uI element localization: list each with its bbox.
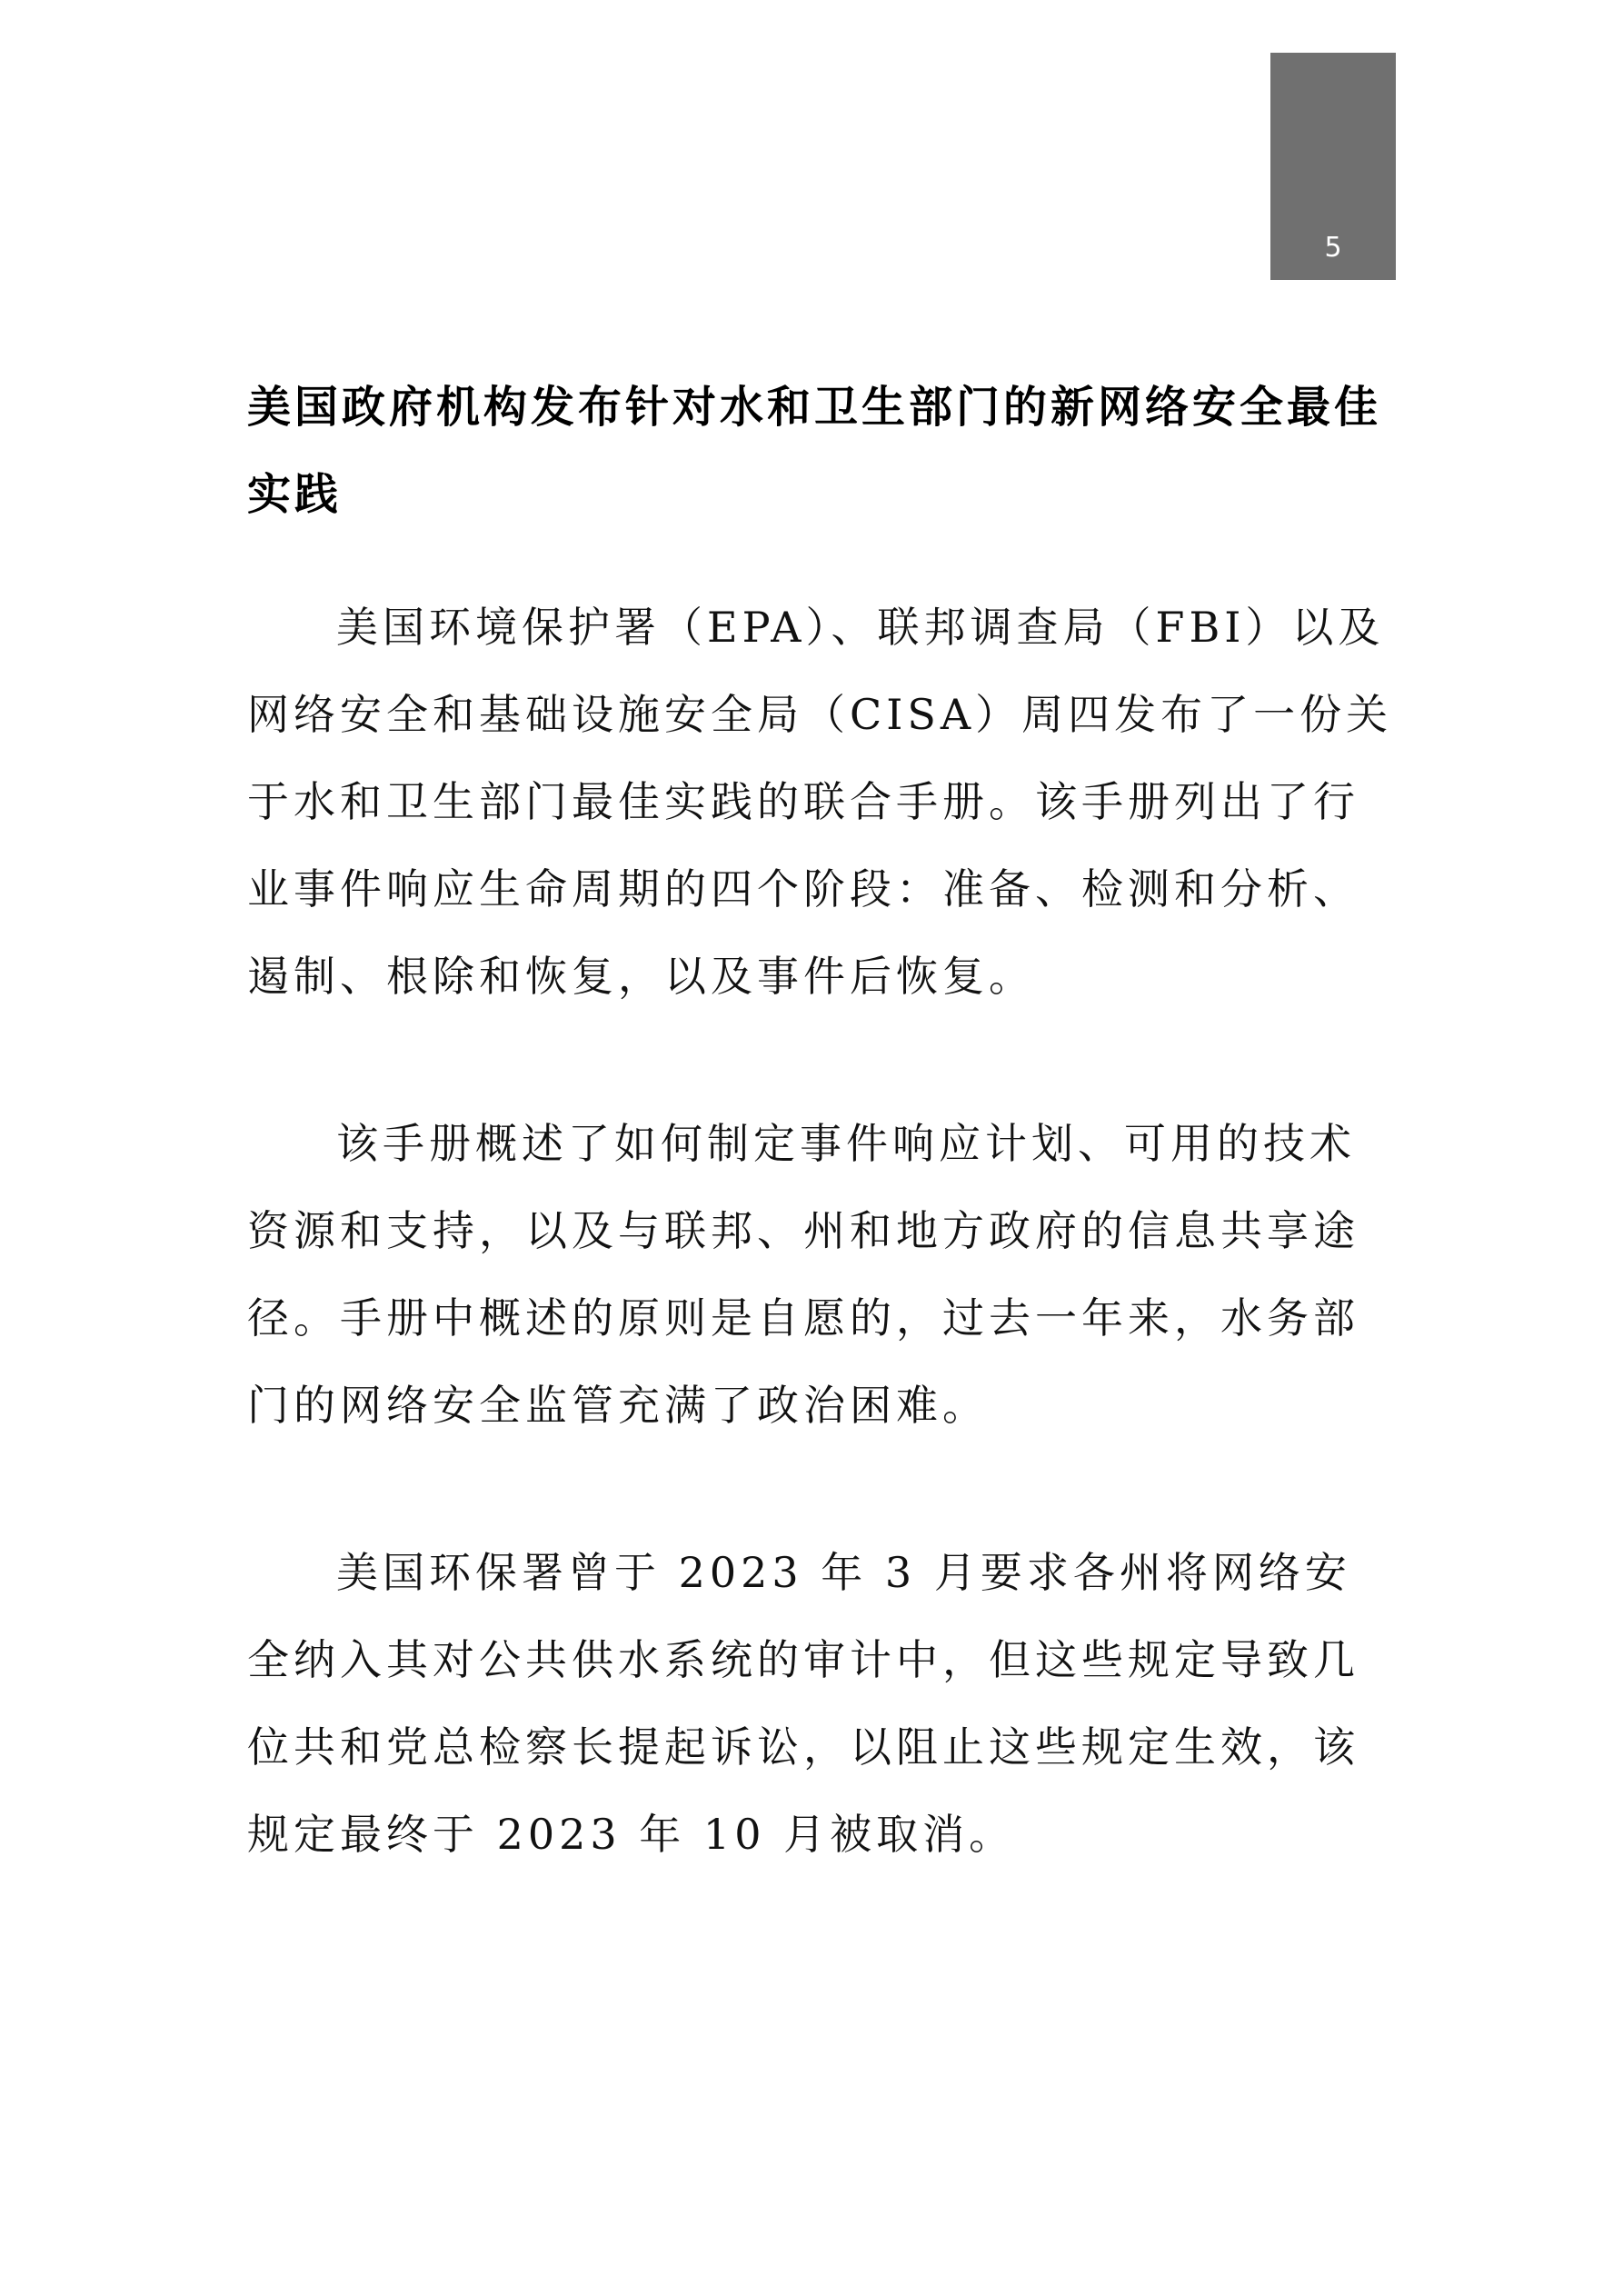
article-paragraph: 美国环保署曾于 2023 年 3 月要求各州将网络安全纳入其对公共供水系统的审计中，但这些规定导致几位共和党总检察长提起诉讼，以阻止这些规定生效，该规定最终于 2023 年 10 月被取消。 xyxy=(247,1548,1359,1859)
article-title: 美国政府机构发布针对水和卫生部门的新网络安全最佳实践 xyxy=(247,382,1382,520)
article xyxy=(247,364,1396,1878)
article-paragraph: 该手册概述了如何制定事件响应计划、可用的技术资源和支持，以及与联邦、州和地方政府的信息共享途径。手册中概述的原则是自愿的，过去一年来，水务部门的网络安全监管充满了政治困难。 xyxy=(247,1119,1359,1430)
page-number: 5 xyxy=(1324,232,1342,264)
page-number-tab xyxy=(1270,53,1396,280)
article-paragraph: 美国环境保护署（EPA）、联邦调查局（FBI）以及网络安全和基础设施安全局（CISA）周四发布了一份关于水和卫生部门最佳实践的联合手册。该手册列出了行业事件响应生命周期的四个阶段：准备、检测和分析、遏制、根除和恢复，以及事件后恢复。 xyxy=(247,603,1393,1001)
